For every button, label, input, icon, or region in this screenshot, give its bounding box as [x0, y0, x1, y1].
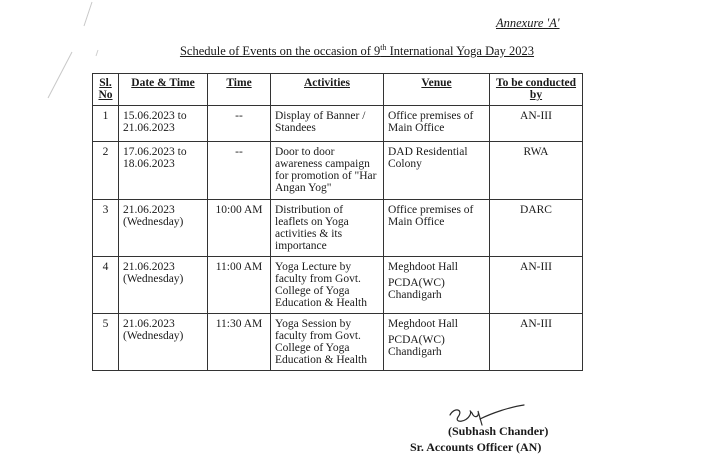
- table-row: [93, 257, 583, 314]
- cell-venue: [384, 106, 490, 142]
- title-superscript: th: [380, 43, 387, 52]
- header-date-time: Date & Time: [119, 74, 208, 106]
- cell-conducted-by: DARC: [490, 200, 583, 257]
- cell-sl: 2: [93, 142, 119, 200]
- header-sl: Sl. No: [93, 74, 119, 106]
- cell-date: 21.06.2023 (Wednesday): [119, 314, 208, 371]
- venue-main: DAD Residential Colony: [388, 146, 468, 170]
- cell-conducted-by: RWA: [490, 142, 583, 200]
- table-header-row: [93, 74, 583, 106]
- signatory-designation: Sr. Accounts Officer (AN): [410, 440, 542, 454]
- cell-time: --: [208, 142, 271, 200]
- venue-sub: PCDA(WC) Chandigarh: [388, 277, 445, 301]
- cell-conducted-by: AN-III: [490, 106, 583, 142]
- cell-date: 21.06.2023 (Wednesday): [119, 257, 208, 314]
- cell-conducted-by: AN-III: [490, 257, 583, 314]
- cell-activity: Door to door awareness campaign for promotion of "Har Angan Yog": [271, 142, 384, 200]
- cell-venue: [384, 200, 490, 257]
- document-title: [0, 43, 714, 59]
- cell-date: 15.06.2023 to 21.06.2023: [119, 106, 208, 142]
- cell-venue: [384, 257, 490, 314]
- schedule-table: [92, 73, 583, 371]
- cell-conducted-by: AN-III: [490, 314, 583, 371]
- cell-activity: Distribution of leaflets on Yoga activities & its importance: [271, 200, 384, 257]
- title-suffix: International Yoga Day 2023: [386, 44, 535, 59]
- cell-time: 11:00 AM: [208, 257, 271, 314]
- cell-sl: 5: [93, 314, 119, 371]
- table-row: [93, 200, 583, 257]
- cell-time: 10:00 AM: [208, 200, 271, 257]
- venue-main: Office premises of Main Office: [388, 110, 474, 134]
- cell-activity: Yoga Session by faculty from Govt. College of Yoga Education & Health: [271, 314, 384, 371]
- annexure-label: Annexure 'A': [496, 16, 560, 30]
- title-prefix: Schedule of Events on the occasion of 9: [179, 44, 381, 59]
- cell-activity: Yoga Lecture by faculty from Govt. College of Yoga Education & Health: [271, 257, 384, 314]
- cell-sl: 4: [93, 257, 119, 314]
- cell-venue: [384, 142, 490, 200]
- header-time: Time: [208, 74, 271, 106]
- table-row: [93, 106, 583, 142]
- cell-date: 21.06.2023 (Wednesday): [119, 200, 208, 257]
- header-conducted-by: To be conducted by: [490, 74, 583, 106]
- cell-activity: Display of Banner / Standees: [271, 106, 384, 142]
- venue-main: Meghdoot Hall: [388, 261, 458, 273]
- signatory-name: (Subhash Chander): [448, 424, 549, 438]
- table-row: [93, 142, 583, 200]
- header-venue: Venue: [384, 74, 490, 106]
- cell-sl: 3: [93, 200, 119, 257]
- cell-sl: 1: [93, 106, 119, 142]
- cell-time: --: [208, 106, 271, 142]
- cell-date: 17.06.2023 to 18.06.2023: [119, 142, 208, 200]
- cell-time: 11:30 AM: [208, 314, 271, 371]
- venue-main: Meghdoot Hall: [388, 318, 458, 330]
- venue-sub: PCDA(WC) Chandigarh: [388, 334, 445, 358]
- venue-main: Office premises of Main Office: [388, 204, 474, 228]
- table-row: [93, 314, 583, 371]
- cell-venue: [384, 314, 490, 371]
- header-activities: Activities: [271, 74, 384, 106]
